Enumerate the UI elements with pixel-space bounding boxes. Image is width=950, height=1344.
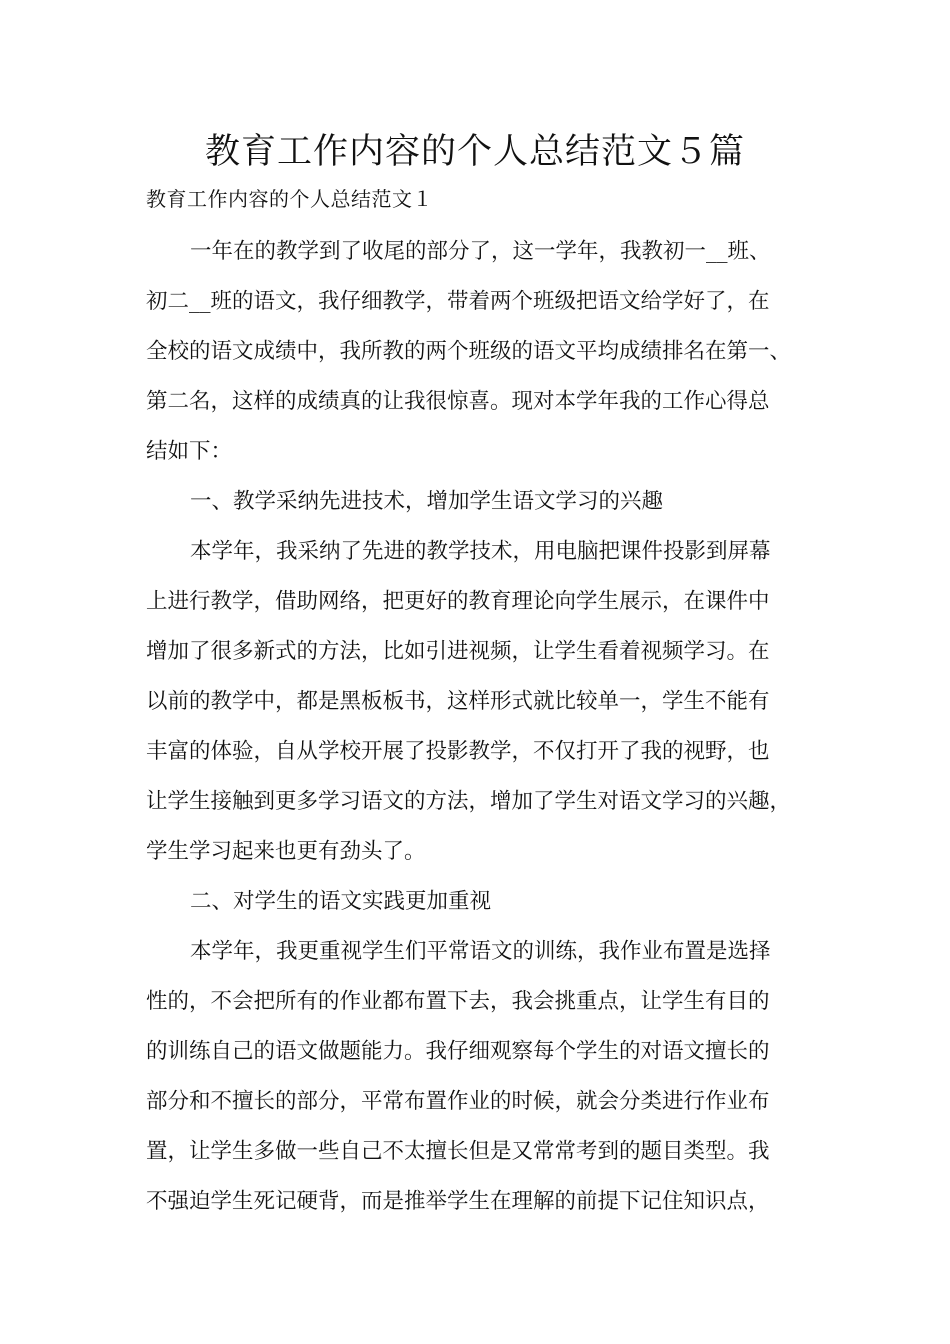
text-line: 本学年，我采纳了先进的教学技术，用电脑把课件投影到屏幕 [190, 539, 771, 564]
document-body [146, 234, 806, 1234]
document-subtitle: 教育工作内容的个人总结范文１ [146, 187, 433, 211]
text-line: 学生学习起来也更有劲头了。 [146, 839, 426, 864]
text-line: 以前的教学中，都是黑板板书，这样形式就比较单一，学生不能有 [146, 689, 770, 714]
text-line: 部分和不擅长的部分，平常布置作业的时候，就会分类进行作业布 [146, 1089, 770, 1114]
section-heading: 一、教学采纳先进技术，增加学生语文学习的兴趣 [190, 489, 664, 514]
document-title: 教育工作内容的个人总结范文５篇 [204, 132, 745, 172]
text-line: 第二名，这样的成绩真的让我很惊喜。现对本学年我的工作心得总 [146, 389, 770, 414]
section-heading: 二、对学生的语文实践更加重视 [190, 889, 492, 914]
text-line: 初二__班的语文，我仔细教学，带着两个班级把语文给学好了，在 [146, 289, 770, 314]
text-line: 增加了很多新式的方法，比如引进视频，让学生看着视频学习。在 [146, 639, 770, 664]
text-line: 让学生接触到更多学习语文的方法，增加了学生对语文学习的兴趣， [146, 789, 792, 814]
text-line: 结如下： [146, 439, 233, 464]
text-line: 全校的语文成绩中，我所教的两个班级的语文平均成绩排名在第一、 [146, 339, 792, 364]
text-line: 的训练自己的语文做题能力。我仔细观察每个学生的对语文擅长的 [146, 1039, 770, 1064]
text-line: 丰富的体验，自从学校开展了投影教学，不仅打开了我的视野，也 [146, 739, 770, 764]
text-line: 置，让学生多做一些自己不太擅长但是又常常考到的题目类型。我 [146, 1139, 770, 1164]
text-line: 性的，不会把所有的作业都布置下去，我会挑重点，让学生有目的 [146, 989, 770, 1014]
text-line: 一年在的教学到了收尾的部分了，这一学年，我教初一__班、 [190, 239, 771, 264]
text-line: 本学年，我更重视学生们平常语文的训练，我作业布置是选择 [190, 939, 771, 964]
text-line: 不强迫学生死记硬背，而是推举学生在理解的前提下记住知识点， [146, 1189, 770, 1214]
text-line: 上进行教学，借助网络，把更好的教育理论向学生展示，在课件中 [146, 589, 770, 614]
